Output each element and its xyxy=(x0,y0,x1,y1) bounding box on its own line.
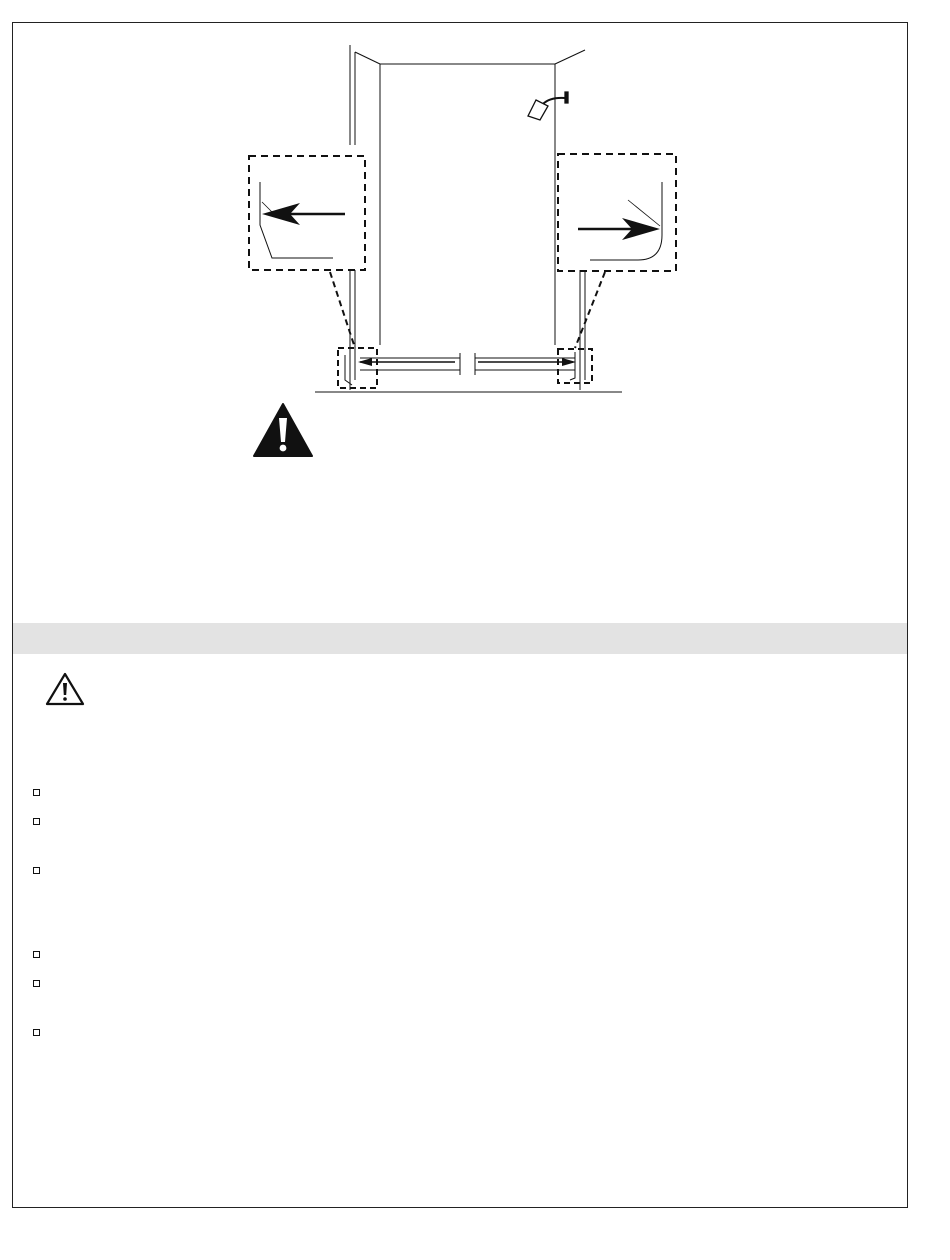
checkbox-icon xyxy=(33,951,40,958)
left-corner-callout xyxy=(249,156,365,270)
checkbox-icon xyxy=(33,818,40,825)
warning-icon xyxy=(252,402,314,458)
checkbox-icon xyxy=(33,1029,40,1036)
shower-head-icon xyxy=(528,92,568,120)
right-corner-callout xyxy=(558,154,676,271)
caution-icon xyxy=(44,671,86,707)
checkbox-icon xyxy=(33,789,40,796)
section-header-bar xyxy=(13,623,907,654)
checkbox-icon xyxy=(33,867,40,874)
shower-diagram xyxy=(230,40,690,400)
checkbox-icon xyxy=(33,980,40,987)
